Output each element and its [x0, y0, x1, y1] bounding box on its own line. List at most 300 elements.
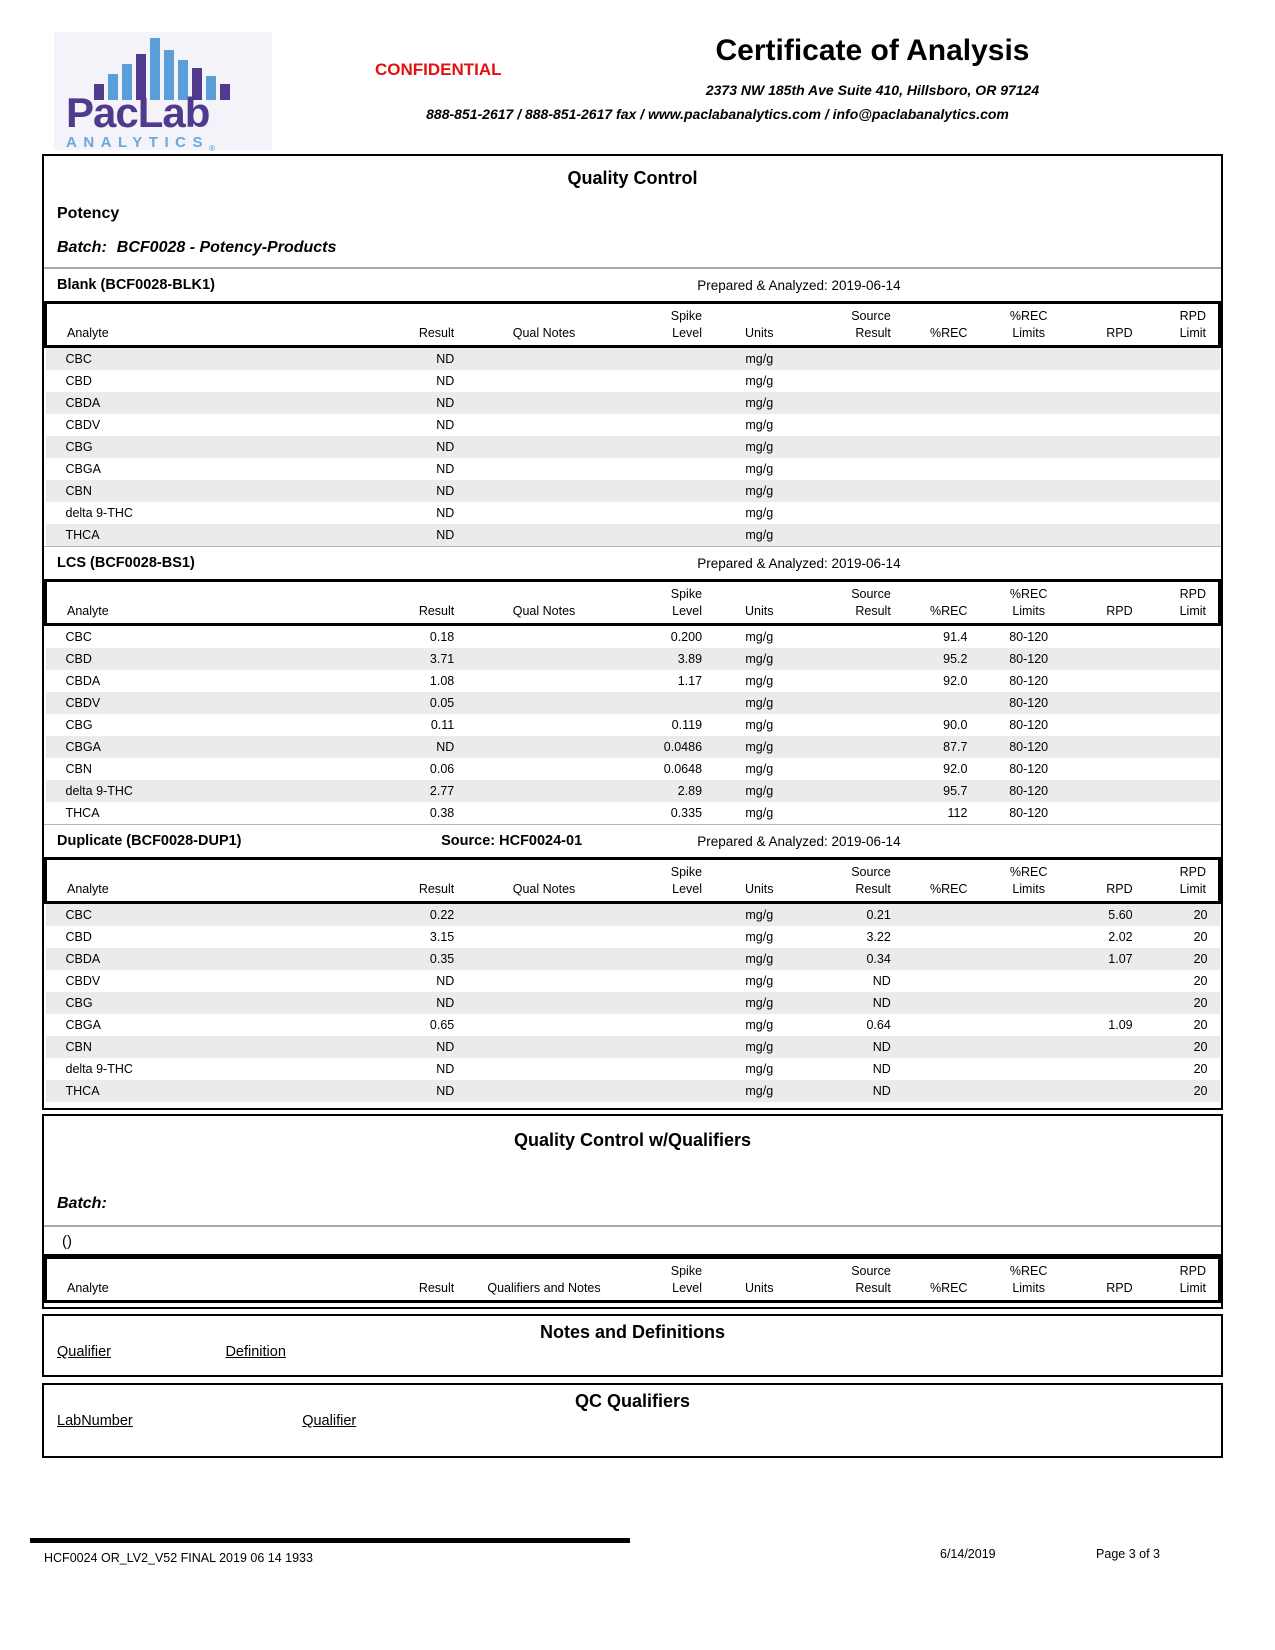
lab-contact-line: 888-851-2617 / 888-851-2617 fax / www.paclabanalytics.com / info@paclabanalytics.com	[426, 106, 1009, 122]
labnumber-column-label: LabNumber	[57, 1413, 133, 1429]
cell	[618, 903, 718, 927]
batch-value: BCF0028 - Potency-Products	[116, 239, 337, 256]
cell: CBDV	[65, 696, 101, 710]
cell	[1078, 436, 1149, 458]
cell: 1.08	[429, 674, 455, 688]
cell	[807, 480, 907, 502]
cell: mg/g	[745, 996, 774, 1010]
table-row	[46, 625, 1220, 649]
column-header: Qualifiers and Notes	[470, 1258, 617, 1302]
table-row	[46, 948, 1220, 970]
cell: mg/g	[745, 974, 774, 988]
cell: delta 9-THC	[65, 1062, 133, 1076]
cell: 90.0	[943, 718, 968, 732]
cell: delta 9-THC	[65, 784, 133, 798]
cell	[470, 347, 617, 371]
section-title: Quality Control w/Qualifiers	[513, 1130, 752, 1150]
cell	[807, 780, 907, 802]
header-row	[46, 303, 1220, 347]
cell	[983, 347, 1077, 371]
cell: 0.35	[429, 952, 455, 966]
cell: 1.09	[1108, 1018, 1133, 1032]
cell	[983, 370, 1077, 392]
confidential-stamp: CONFIDENTIAL	[375, 60, 502, 79]
column-header: Analyte	[46, 859, 359, 903]
column-header: %REC	[907, 859, 984, 903]
column-header: Units	[718, 1258, 806, 1302]
column-header: %REC Limits	[983, 1258, 1077, 1302]
cell	[470, 992, 617, 1014]
cell	[983, 502, 1077, 524]
cell: 20	[1193, 996, 1208, 1010]
cell	[983, 970, 1077, 992]
cell: mg/g	[745, 352, 774, 366]
footer-page-number: Page 3 of 3	[1096, 1547, 1160, 1561]
table-body	[46, 347, 1220, 547]
qc-table	[44, 1256, 1221, 1303]
cell	[470, 458, 617, 480]
cell	[470, 648, 617, 670]
column-header: Source Result	[807, 1258, 907, 1302]
cell: CBN	[65, 484, 92, 498]
cell	[1078, 758, 1149, 780]
cell: ND	[436, 740, 455, 754]
cell: CBDA	[65, 952, 101, 966]
column-header: Spike Level	[618, 1258, 718, 1302]
cell: 0.06	[429, 762, 455, 776]
cell: mg/g	[745, 674, 774, 688]
cell: ND	[436, 462, 455, 476]
table-header	[46, 303, 1220, 347]
cell	[807, 736, 907, 758]
cell	[907, 992, 984, 1014]
cell: 80-120	[1009, 696, 1049, 710]
cell	[1078, 414, 1149, 436]
cell: 0.200	[670, 630, 703, 644]
cell: 20	[1193, 1062, 1208, 1076]
table-row	[46, 458, 1220, 480]
cell: 20	[1193, 952, 1208, 966]
cell: 1.17	[677, 674, 703, 688]
logo-wordmark: PacLab	[66, 89, 210, 136]
cell: mg/g	[745, 484, 774, 498]
table-row	[46, 736, 1220, 758]
cell	[470, 670, 617, 692]
cell	[470, 736, 617, 758]
cell: 80-120	[1009, 806, 1049, 820]
cell	[1078, 736, 1149, 758]
column-header: Analyte	[46, 581, 359, 625]
analysis-type-label: Potency	[57, 205, 120, 222]
cell	[983, 392, 1077, 414]
cell	[807, 692, 907, 714]
cell: mg/g	[745, 506, 774, 520]
cell	[907, 970, 984, 992]
cell	[983, 1058, 1077, 1080]
cell	[907, 926, 984, 948]
table-row	[46, 926, 1220, 948]
cell	[1078, 670, 1149, 692]
table-row	[46, 970, 1220, 992]
cell	[1149, 347, 1220, 371]
cell: ND	[436, 528, 455, 542]
cell	[1078, 1080, 1149, 1102]
cell: 112	[947, 806, 968, 820]
cell	[470, 414, 617, 436]
cell	[618, 458, 718, 480]
cell: ND	[436, 374, 455, 388]
cell	[470, 970, 617, 992]
footer-document-id: HCF0024 OR_LV2_V52 FINAL 2019 06 14 1933	[44, 1551, 313, 1565]
paclab-logo	[54, 32, 272, 153]
cell: CBD	[65, 652, 92, 666]
cell	[618, 692, 718, 714]
cell	[907, 1058, 984, 1080]
table-row	[46, 1058, 1220, 1080]
cell: mg/g	[745, 930, 774, 944]
qualifier-column-label: Qualifier	[302, 1413, 357, 1429]
column-header: Result	[358, 581, 470, 625]
cell	[1078, 992, 1149, 1014]
cell: ND	[436, 1040, 455, 1054]
cell	[807, 648, 907, 670]
cell: 80-120	[1009, 762, 1049, 776]
cell	[983, 903, 1077, 927]
cell	[1149, 802, 1220, 824]
cell: mg/g	[745, 1018, 774, 1032]
cell	[907, 1014, 984, 1036]
column-header: %REC	[907, 303, 984, 347]
table-row	[46, 802, 1220, 824]
cell	[470, 758, 617, 780]
table-row	[46, 502, 1220, 524]
cell	[1149, 436, 1220, 458]
cell	[618, 926, 718, 948]
column-header: Source Result	[807, 581, 907, 625]
cell: 0.64	[866, 1018, 891, 1032]
cell	[470, 714, 617, 736]
table-header	[46, 859, 1220, 903]
logo-subtitle	[66, 134, 262, 153]
cell	[983, 992, 1077, 1014]
cell	[907, 370, 984, 392]
cell	[618, 1014, 718, 1036]
cell	[1078, 625, 1149, 649]
column-header: Analyte	[46, 303, 359, 347]
cell	[907, 948, 984, 970]
cell	[1149, 780, 1220, 802]
table-row	[46, 714, 1220, 736]
cell	[1149, 625, 1220, 649]
cell	[907, 1036, 984, 1058]
registered-mark: ®	[208, 144, 215, 153]
cell	[1149, 524, 1220, 546]
cell: mg/g	[745, 462, 774, 476]
cell: 5.60	[1108, 908, 1133, 922]
cell: 80-120	[1009, 784, 1049, 798]
cell: mg/g	[745, 418, 774, 432]
cell: 0.0486	[663, 740, 703, 754]
cell	[1149, 648, 1220, 670]
footer-rule	[30, 1538, 630, 1543]
cell	[618, 948, 718, 970]
cell: mg/g	[745, 696, 774, 710]
qc-subsection	[44, 824, 1221, 1102]
cell	[470, 1014, 617, 1036]
table-row	[46, 758, 1220, 780]
cell	[807, 502, 907, 524]
cell: mg/g	[745, 528, 774, 542]
subsection-name: Blank (BCF0028-BLK1)	[57, 277, 215, 293]
cell	[907, 458, 984, 480]
cell	[807, 458, 907, 480]
cell	[470, 502, 617, 524]
cell: ND	[436, 440, 455, 454]
qualifier-column-label: Qualifier	[57, 1344, 111, 1360]
cell	[470, 802, 617, 824]
cell	[1149, 370, 1220, 392]
cell	[807, 670, 907, 692]
batch-label: Batch:	[57, 239, 107, 256]
cell	[1078, 1036, 1149, 1058]
column-header: RPD	[1078, 1258, 1149, 1302]
definition-column-label: Definition	[225, 1344, 286, 1360]
cell	[1149, 670, 1220, 692]
table-row	[46, 370, 1220, 392]
cell: 2.02	[1108, 930, 1133, 944]
document-footer	[30, 1538, 1160, 1569]
cell: ND	[436, 1084, 455, 1098]
lab-address: 2373 NW 185th Ave Suite 410, Hillsboro, OR 97124	[705, 82, 1040, 98]
cell	[983, 1036, 1077, 1058]
column-header: Result	[358, 303, 470, 347]
qc-subsection-header	[44, 269, 1221, 301]
column-header: %REC	[907, 1258, 984, 1302]
cell: 3.15	[429, 930, 455, 944]
cell: mg/g	[745, 784, 774, 798]
header-row	[46, 581, 1220, 625]
cell: 1.07	[1108, 952, 1133, 966]
cell	[983, 948, 1077, 970]
cell: THCA	[65, 528, 100, 542]
cell: 95.2	[943, 652, 968, 666]
qc-table	[44, 857, 1221, 1102]
cell	[907, 903, 984, 927]
footer-date: 6/14/2019	[940, 1547, 996, 1561]
cell	[907, 1080, 984, 1102]
column-header: RPD	[1078, 859, 1149, 903]
cell: 0.65	[429, 1018, 455, 1032]
cell: ND	[436, 506, 455, 520]
cell	[983, 524, 1077, 546]
cell: ND	[872, 996, 891, 1010]
cell: ND	[872, 1084, 891, 1098]
subsection-prepared: Prepared & Analyzed: 2019-06-14	[697, 555, 901, 571]
cell: CBG	[65, 996, 93, 1010]
cell	[1149, 392, 1220, 414]
table-row	[46, 392, 1220, 414]
cell: mg/g	[745, 652, 774, 666]
cell	[470, 1058, 617, 1080]
qc-qualifiers-section	[42, 1383, 1223, 1458]
subsection-name: LCS (BCF0028-BS1)	[57, 555, 195, 571]
document-header	[42, 30, 1223, 152]
table-row	[46, 670, 1220, 692]
cell	[907, 392, 984, 414]
cell: CBDV	[65, 974, 101, 988]
cell	[470, 524, 617, 546]
cell	[807, 392, 907, 414]
qc-with-qualifiers-section	[42, 1114, 1223, 1309]
cell	[1078, 458, 1149, 480]
cell	[470, 948, 617, 970]
cell: ND	[872, 1040, 891, 1054]
column-header: Result	[358, 859, 470, 903]
section-title: Notes and Definitions	[539, 1322, 725, 1342]
cell	[1149, 758, 1220, 780]
cell	[470, 903, 617, 927]
cell	[1078, 502, 1149, 524]
table-row	[46, 436, 1220, 458]
cell	[983, 458, 1077, 480]
cell	[1078, 970, 1149, 992]
cell: 20	[1193, 1018, 1208, 1032]
qc-subsection-header	[44, 825, 1221, 857]
column-header: %REC Limits	[983, 581, 1077, 625]
column-header: Qual Notes	[470, 303, 617, 347]
document-title: Certificate of Analysis	[715, 34, 1030, 67]
cell	[618, 970, 718, 992]
cell: 20	[1193, 974, 1208, 988]
header-row	[46, 859, 1220, 903]
cell: 0.38	[429, 806, 455, 820]
cell: ND	[436, 418, 455, 432]
column-header: Spike Level	[618, 859, 718, 903]
column-header: RPD Limit	[1149, 581, 1220, 625]
cell: ND	[436, 974, 455, 988]
cell	[618, 480, 718, 502]
logo-subtitle-text: ANALYTICS	[66, 134, 209, 151]
cell: CBGA	[65, 462, 101, 476]
column-header: Spike Level	[618, 303, 718, 347]
footer-row	[30, 1547, 1160, 1569]
cell	[618, 502, 718, 524]
column-header: RPD Limit	[1149, 1258, 1220, 1302]
cell: CBDA	[65, 674, 101, 688]
cell: 0.22	[429, 908, 455, 922]
cell	[618, 436, 718, 458]
cell	[907, 347, 984, 371]
cell	[1078, 802, 1149, 824]
column-header: %REC	[907, 581, 984, 625]
table-row	[46, 692, 1220, 714]
cell	[618, 1036, 718, 1058]
qc-subsection-header	[44, 547, 1221, 579]
cell: delta 9-THC	[65, 506, 133, 520]
table-header	[46, 1258, 1220, 1302]
cell: 2.89	[677, 784, 703, 798]
cell: mg/g	[745, 1062, 774, 1076]
table-row	[46, 1036, 1220, 1058]
cell	[807, 414, 907, 436]
table-row	[46, 524, 1220, 546]
cell	[983, 926, 1077, 948]
cell: CBG	[65, 440, 93, 454]
qc-subsection	[44, 546, 1221, 824]
cell: 80-120	[1009, 630, 1049, 644]
qualifiers-table-host	[44, 1256, 1221, 1303]
qc-table	[44, 579, 1221, 824]
column-header: Qual Notes	[470, 859, 617, 903]
cell: ND	[872, 1062, 891, 1076]
cell: 3.89	[677, 652, 703, 666]
cell: mg/g	[745, 806, 774, 820]
column-header: Units	[718, 303, 806, 347]
column-header: RPD	[1078, 581, 1149, 625]
cell: ND	[872, 974, 891, 988]
cell: CBG	[65, 718, 93, 732]
header-row	[46, 1258, 1220, 1302]
column-header: RPD Limit	[1149, 303, 1220, 347]
cell: ND	[436, 484, 455, 498]
cell	[618, 524, 718, 546]
cell	[470, 370, 617, 392]
cell: CBD	[65, 930, 92, 944]
cell	[907, 692, 984, 714]
cell	[1078, 714, 1149, 736]
cell	[1078, 392, 1149, 414]
cell: 0.335	[670, 806, 703, 820]
cell: CBGA	[65, 1018, 101, 1032]
cell: 80-120	[1009, 718, 1049, 732]
table-row	[46, 648, 1220, 670]
cell	[1078, 692, 1149, 714]
cell: mg/g	[745, 1040, 774, 1054]
cell: 80-120	[1009, 740, 1049, 754]
qc-table	[44, 301, 1221, 546]
cell: THCA	[65, 1084, 100, 1098]
notes-definitions-section	[42, 1314, 1223, 1377]
table-header	[46, 581, 1220, 625]
cell: mg/g	[745, 374, 774, 388]
cell	[470, 926, 617, 948]
column-header: RPD	[1078, 303, 1149, 347]
cell	[907, 480, 984, 502]
cell: CBDA	[65, 396, 101, 410]
table-row	[46, 1080, 1220, 1102]
section-title: QC Qualifiers	[574, 1391, 691, 1411]
cell	[1078, 1058, 1149, 1080]
cell	[807, 347, 907, 371]
cell	[1149, 502, 1220, 524]
cell	[907, 414, 984, 436]
qc-qualifiers-column-labels	[57, 1412, 1221, 1430]
cell: mg/g	[745, 908, 774, 922]
cell: 92.0	[943, 762, 968, 776]
cell: mg/g	[745, 396, 774, 410]
cell	[807, 758, 907, 780]
subsection-source: Source: HCF0024-01	[441, 833, 583, 849]
cell	[807, 370, 907, 392]
cell: 20	[1193, 1040, 1208, 1054]
column-header: %REC Limits	[983, 303, 1077, 347]
table-row	[46, 780, 1220, 802]
cell: CBN	[65, 1040, 92, 1054]
cell	[470, 480, 617, 502]
cell	[1149, 414, 1220, 436]
column-header: Units	[718, 859, 806, 903]
qc-subsection	[44, 269, 1221, 546]
